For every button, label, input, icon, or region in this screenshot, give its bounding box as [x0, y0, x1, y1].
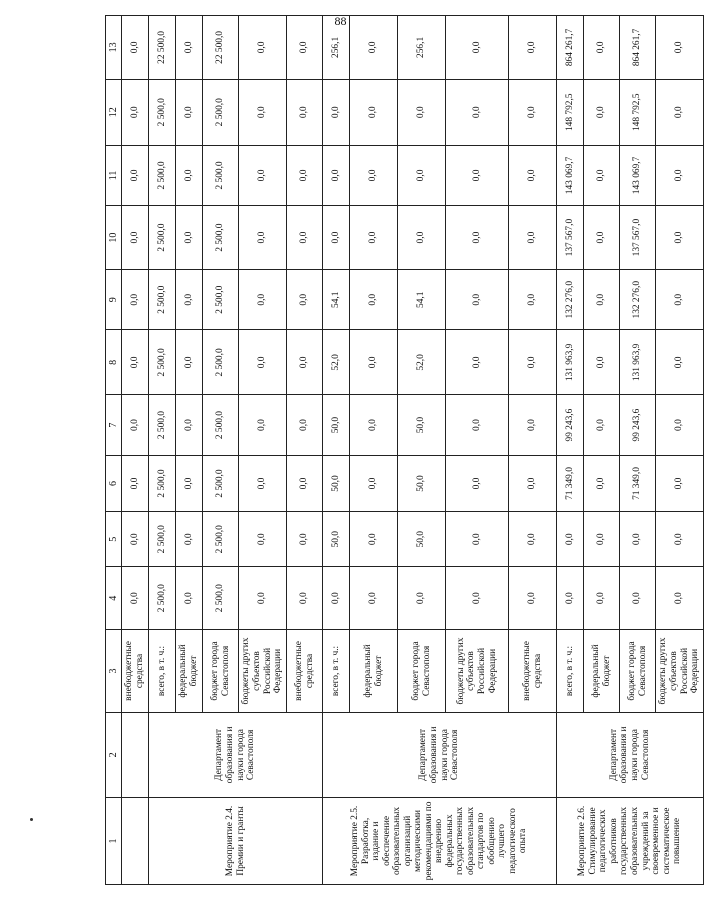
value-cell: 0,0: [398, 145, 446, 206]
value-cell: 0,0: [176, 79, 203, 145]
column-number: 9: [106, 269, 122, 330]
executor-cell: Департамент образования и науки города Севастополя: [557, 712, 704, 797]
value-cell: 0,0: [287, 512, 323, 567]
value-cell: 0,0: [656, 455, 704, 511]
funding-source-cell: федеральный бюджет: [584, 630, 620, 713]
funding-source-cell: всего, в т. ч.:: [149, 630, 176, 713]
value-cell: 0,0: [398, 206, 446, 270]
value-cell: 0,0: [584, 455, 620, 511]
column-number: 13: [106, 16, 122, 80]
funding-source-cell: федеральный бюджет: [350, 630, 398, 713]
value-cell: 0,0: [350, 567, 398, 630]
value-cell: 50,0: [398, 455, 446, 511]
value-cell: 0,0: [584, 395, 620, 456]
value-cell: 0,0: [509, 206, 557, 270]
value-cell: 0,0: [122, 395, 149, 456]
value-cell: 0,0: [239, 269, 287, 330]
funding-source-cell: бюджет города Севастополя: [620, 630, 656, 713]
event-cell: [122, 797, 149, 884]
value-cell: 0,0: [584, 206, 620, 270]
column-number: 1: [106, 797, 122, 884]
value-cell: 0,0: [584, 330, 620, 395]
column-number: 11: [106, 145, 122, 206]
value-cell: 0,0: [584, 79, 620, 145]
column-number-row: [106, 16, 122, 885]
value-cell: 0,0: [656, 269, 704, 330]
value-cell: 0,0: [239, 395, 287, 456]
value-cell: 0,0: [656, 16, 704, 80]
value-cell: 0,0: [176, 512, 203, 567]
value-cell: 0,0: [656, 330, 704, 395]
value-cell: 0,0: [350, 395, 398, 456]
value-cell: 0,0: [656, 567, 704, 630]
value-cell: 0,0: [446, 79, 509, 145]
value-cell: 0,0: [122, 269, 149, 330]
value-cell: 0,0: [122, 567, 149, 630]
value-cell: 0,0: [239, 145, 287, 206]
value-cell: 52,0: [398, 330, 446, 395]
value-cell: 864 261,7: [557, 16, 584, 80]
column-number: 5: [106, 512, 122, 567]
page-number: 88: [334, 14, 347, 28]
value-cell: 0,0: [656, 145, 704, 206]
value-cell: 54,1: [398, 269, 446, 330]
value-cell: 256,1: [398, 16, 446, 80]
value-cell: 50,0: [398, 512, 446, 567]
value-cell: 2 500,0: [203, 512, 239, 567]
value-cell: 256,1: [323, 16, 350, 80]
value-cell: 0,0: [446, 512, 509, 567]
table-row: [323, 16, 350, 885]
value-cell: 0,0: [398, 79, 446, 145]
value-cell: 0,0: [350, 206, 398, 270]
value-cell: 0,0: [656, 206, 704, 270]
value-cell: 0,0: [446, 145, 509, 206]
value-cell: 0,0: [557, 567, 584, 630]
value-cell: 132 276,0: [620, 269, 656, 330]
table-row: [557, 16, 584, 885]
value-cell: 864 261,7: [620, 16, 656, 80]
value-cell: 0,0: [509, 330, 557, 395]
value-cell: 132 276,0: [557, 269, 584, 330]
value-cell: 0,0: [350, 79, 398, 145]
value-cell: 0,0: [509, 79, 557, 145]
value-cell: 0,0: [239, 330, 287, 395]
value-cell: 2 500,0: [203, 145, 239, 206]
value-cell: 2 500,0: [149, 395, 176, 456]
executor-cell: Департамент образования и науки города Севастополя: [149, 712, 323, 797]
value-cell: 0,0: [446, 206, 509, 270]
value-cell: 148 792,5: [557, 79, 584, 145]
value-cell: 0,0: [509, 269, 557, 330]
value-cell: 99 243,6: [557, 395, 584, 456]
value-cell: 2 500,0: [203, 567, 239, 630]
value-cell: 0,0: [350, 512, 398, 567]
value-cell: 143 069,7: [620, 145, 656, 206]
column-number: 10: [106, 206, 122, 270]
value-cell: 0,0: [446, 330, 509, 395]
value-cell: 0,0: [584, 512, 620, 567]
executor-cell: Департамент образования и науки города Севастополя: [323, 712, 557, 797]
value-cell: 50,0: [323, 455, 350, 511]
value-cell: 0,0: [287, 16, 323, 80]
value-cell: 22 500,0: [203, 16, 239, 80]
value-cell: 2 500,0: [149, 567, 176, 630]
funding-source-cell: внебюджетные средства: [509, 630, 557, 713]
value-cell: 2 500,0: [149, 512, 176, 567]
column-number: 7: [106, 395, 122, 456]
value-cell: 0,0: [350, 455, 398, 511]
value-cell: 0,0: [350, 16, 398, 80]
column-number: 2: [106, 712, 122, 797]
value-cell: 0,0: [584, 269, 620, 330]
event-cell: Мероприятие 2.5. Разработка, издание и обеспечение образовательных организаций методическими рекомендациями по внедрению федеральных государственных образовательных стандартов по обобщению лучшего педагогического опыта: [323, 797, 557, 884]
value-cell: 0,0: [446, 455, 509, 511]
value-cell: 2 500,0: [149, 269, 176, 330]
value-cell: 131 963,9: [620, 330, 656, 395]
value-cell: 2 500,0: [149, 206, 176, 270]
value-cell: 2 500,0: [203, 269, 239, 330]
funding-source-cell: федеральный бюджет: [176, 630, 203, 713]
value-cell: 137 567,0: [557, 206, 584, 270]
scan-dot: [30, 818, 33, 821]
value-cell: 0,0: [656, 79, 704, 145]
event-cell: Мероприятие 2.6. Стимулирование педагогических работников государственных образовательных учреждений за своевременное и систематическое повышение: [557, 797, 704, 884]
value-cell: 2 500,0: [203, 79, 239, 145]
column-number: 8: [106, 330, 122, 395]
value-cell: 0,0: [509, 512, 557, 567]
value-cell: 0,0: [350, 330, 398, 395]
value-cell: 0,0: [287, 330, 323, 395]
value-cell: 2 500,0: [203, 206, 239, 270]
table-row: [122, 16, 149, 885]
value-cell: 2 500,0: [203, 330, 239, 395]
value-cell: 0,0: [287, 395, 323, 456]
value-cell: 0,0: [509, 455, 557, 511]
value-cell: 0,0: [122, 145, 149, 206]
value-cell: 0,0: [287, 79, 323, 145]
funding-source-cell: внебюджетные средства: [122, 630, 149, 713]
value-cell: 2 500,0: [149, 145, 176, 206]
value-cell: 0,0: [584, 567, 620, 630]
rotated-table-container: [105, 15, 701, 885]
value-cell: 148 792,5: [620, 79, 656, 145]
value-cell: 71 349,0: [620, 455, 656, 511]
budget-table: [105, 15, 704, 885]
value-cell: 0,0: [176, 330, 203, 395]
value-cell: 52,0: [323, 330, 350, 395]
value-cell: 0,0: [509, 16, 557, 80]
funding-source-cell: бюджет города Севастополя: [203, 630, 239, 713]
value-cell: 0,0: [239, 567, 287, 630]
value-cell: 2 500,0: [203, 395, 239, 456]
value-cell: 50,0: [398, 395, 446, 456]
value-cell: 0,0: [122, 16, 149, 80]
value-cell: 0,0: [122, 206, 149, 270]
executor-cell: [122, 712, 149, 797]
value-cell: 143 069,7: [557, 145, 584, 206]
value-cell: 0,0: [398, 567, 446, 630]
value-cell: 0,0: [287, 455, 323, 511]
column-number: 12: [106, 79, 122, 145]
value-cell: 54,1: [323, 269, 350, 330]
value-cell: 0,0: [239, 455, 287, 511]
value-cell: 0,0: [176, 16, 203, 80]
funding-source-cell: бюджеты других субъектов Российской Федерации: [239, 630, 287, 713]
value-cell: 50,0: [323, 395, 350, 456]
value-cell: 0,0: [620, 512, 656, 567]
funding-source-cell: бюджеты других субъектов Российской Федерации: [446, 630, 509, 713]
value-cell: 0,0: [287, 206, 323, 270]
value-cell: 0,0: [176, 206, 203, 270]
value-cell: 0,0: [122, 455, 149, 511]
funding-source-cell: всего, в т. ч.:: [557, 630, 584, 713]
value-cell: 0,0: [239, 16, 287, 80]
value-cell: 2 500,0: [203, 455, 239, 511]
value-cell: 0,0: [239, 206, 287, 270]
value-cell: 2 500,0: [149, 455, 176, 511]
value-cell: 22 500,0: [149, 16, 176, 80]
value-cell: 0,0: [176, 269, 203, 330]
value-cell: 0,0: [656, 512, 704, 567]
value-cell: 0,0: [446, 269, 509, 330]
value-cell: 0,0: [122, 512, 149, 567]
value-cell: 0,0: [446, 16, 509, 80]
value-cell: 0,0: [122, 79, 149, 145]
value-cell: 0,0: [509, 567, 557, 630]
event-cell: Мероприятие 2.4. Премии и гранты: [149, 797, 323, 884]
value-cell: 0,0: [176, 567, 203, 630]
value-cell: 0,0: [509, 145, 557, 206]
table-row: [149, 16, 176, 885]
value-cell: 0,0: [287, 145, 323, 206]
value-cell: 0,0: [323, 79, 350, 145]
value-cell: 0,0: [446, 395, 509, 456]
value-cell: 71 349,0: [557, 455, 584, 511]
value-cell: 0,0: [509, 395, 557, 456]
value-cell: 0,0: [122, 330, 149, 395]
funding-source-cell: внебюджетные средства: [287, 630, 323, 713]
value-cell: 2 500,0: [149, 330, 176, 395]
value-cell: 0,0: [287, 567, 323, 630]
value-cell: 0,0: [287, 269, 323, 330]
funding-source-cell: бюджеты других субъектов Российской Федерации: [656, 630, 704, 713]
column-number: 6: [106, 455, 122, 511]
value-cell: 0,0: [350, 269, 398, 330]
value-cell: 131 963,9: [557, 330, 584, 395]
funding-source-cell: всего, в т. ч.:: [323, 630, 350, 713]
value-cell: 0,0: [620, 567, 656, 630]
value-cell: 0,0: [176, 455, 203, 511]
value-cell: 99 243,6: [620, 395, 656, 456]
value-cell: 137 567,0: [620, 206, 656, 270]
funding-source-cell: бюджет города Севастополя: [398, 630, 446, 713]
value-cell: 0,0: [323, 567, 350, 630]
value-cell: 0,0: [350, 145, 398, 206]
value-cell: 0,0: [323, 145, 350, 206]
value-cell: 0,0: [239, 79, 287, 145]
value-cell: 0,0: [557, 512, 584, 567]
value-cell: 0,0: [323, 206, 350, 270]
value-cell: 0,0: [176, 145, 203, 206]
value-cell: 50,0: [323, 512, 350, 567]
column-number: 4: [106, 567, 122, 630]
value-cell: 2 500,0: [149, 79, 176, 145]
value-cell: 0,0: [584, 16, 620, 80]
value-cell: 0,0: [656, 395, 704, 456]
value-cell: 0,0: [584, 145, 620, 206]
column-number: 3: [106, 630, 122, 713]
value-cell: 0,0: [176, 395, 203, 456]
value-cell: 0,0: [239, 512, 287, 567]
value-cell: 0,0: [446, 567, 509, 630]
